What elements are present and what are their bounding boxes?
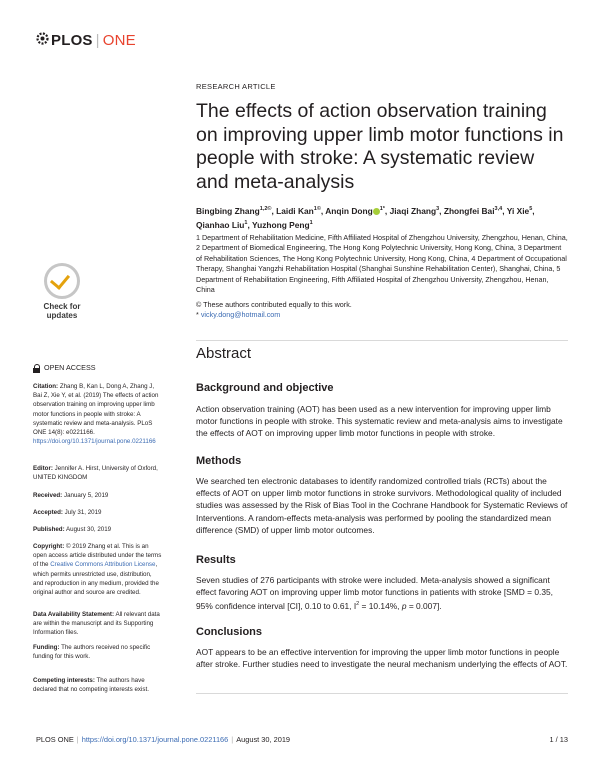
orcid-icon[interactable]: [373, 208, 380, 215]
funding: Funding: The authors received no specific funding for this work.: [33, 644, 151, 661]
methods-paragraph: We searched ten electronic databases to identify randomized controlled trials (RCTs) about the effects of AOT on upper limb motor functions in stroke survivors. Methodological quality of included studies was assessed by the Risk of Bias Tool in the Cochrane Handbook for Systematic Reviews of Interventions. A random-effects meta-analysis was performed by pooling the standardized mean difference (SMD) of upper limb motor outcomes.: [196, 476, 568, 535]
logo-plos: PLOS: [51, 32, 93, 49]
citation-doi-link[interactable]: https://doi.org/10.1371/journal.pone.0221166: [33, 438, 156, 446]
background-heading: Background and objective: [196, 382, 334, 394]
results-heading: Results: [196, 554, 236, 566]
received-date: Received: January 5, 2019: [33, 492, 109, 499]
footer-journal: PLOS ONE: [36, 735, 74, 744]
footer-date: August 30, 2019: [236, 735, 291, 744]
conclusions-heading: Conclusions: [196, 626, 263, 638]
check-icon: [44, 263, 80, 299]
footer-doi-link[interactable]: https://doi.org/10.1371/journal.pone.0221166: [81, 735, 229, 744]
license-link[interactable]: Creative Commons Attribution License: [50, 561, 156, 569]
abstract-heading: Abstract: [196, 345, 252, 362]
copyright: Copyright: © 2019 Zhang et al. This is an open access article distributed under the terms of the Creative Commons Attribution License, which permits unrestricted use, distribution, and reproduction in any medium, provided the original author and source are credited.: [33, 543, 162, 597]
equal-contribution-note: © These authors contributed equally to this work.: [196, 300, 352, 309]
page-number: 1 / 13: [549, 735, 568, 744]
results-paragraph: Seven studies of 276 participants with stroke were included. Meta-analysis showed a significant effect favoring AOT on improving upper limb motor functions in patients with stroke [SMD = 0.35, 95% confidence interval [CI], 0.10 to 0.61, $I^2 = 10.14\%$, p = 0.007].: [196, 575, 553, 612]
divider: [196, 340, 568, 341]
plos-logo-mark: [36, 32, 49, 49]
logo-one: ONE: [102, 32, 136, 49]
citation: Citation: Zhang B, Kan L, Dong A, Zhang J, Bai Z, Xie Y, et al. (2019) The effects of action observation training on improving upper limb motor functions in people with stroke: A systematic review and meta-analysis. PLoS ONE 14(8): e0221166. https://doi.org/10.1371/journal.pone.0221166: [33, 383, 159, 446]
open-access-badge: OPEN ACCESS: [33, 363, 96, 372]
background-paragraph: Action observation training (AOT) has been used as a new intervention for improving upper limb motor functions in people with stroke. This systematic review and meta-analysis aims to investigate the effects of AOT on improving upper limb motor functions in people with stroke.: [196, 404, 563, 439]
data-availability: Data Availability Statement: All relevant data are within the manuscript and its Supporting Information files.: [33, 611, 160, 637]
corresponding-email-link[interactable]: vicky.dong@hotmail.com: [200, 310, 281, 320]
methods-heading: Methods: [196, 455, 242, 467]
page-footer: PLOS ONE | https://doi.org/10.1371/journal.pone.0221166 | August 30, 2019 1 / 13: [36, 735, 568, 744]
article-type: RESEARCH ARTICLE: [196, 82, 276, 91]
check-for-updates-badge[interactable]: Check for updates: [36, 263, 88, 321]
affiliations: 1 Department of Rehabilitation Medicine, Fifth Affiliated Hospital of Zhengzhou University, Zhengzhou, Henan, China, 2 Department of Biomedical Engineering, The Hong Kong Polytechnic University, Hong Kong, China, 3 Department of Rehabilitation Sciences, The Hong Kong Polytechnic University, Hong Kong, China, 4 Department of Occupational Therapy, Shanghai Yangzhi Rehabilitation Hospital (Shanghai Sunshine Rehabilitation Center), Shanghai, China, 5 Department of Rehabilitation Engineering, Fifth Affiliated Hospital of Zhengzhou University, Zhengzhou, Henan, China: [196, 233, 568, 295]
conclusions-paragraph: AOT appears to be an effective intervention for improving the upper limb motor functions in people after stroke. Further studies need to investigate the neural mechanism underlying the effects of AOT.: [196, 647, 568, 670]
divider: [196, 693, 568, 694]
author-notes: © These authors contributed equally to this work. * vicky.dong@hotmail.com: [196, 300, 568, 321]
article-title: The effects of action observation training on improving upper limb motor functions in people with stroke: A systematic review and meta-analysis: [196, 100, 564, 193]
journal-logo: PLOS | ONE: [36, 32, 136, 49]
accepted-date: Accepted: July 31, 2019: [33, 509, 102, 516]
published-date: Published: August 30, 2019: [33, 526, 112, 533]
open-lock-icon: [33, 364, 40, 372]
author-list: Bingbing Zhang$^{1,2©}$, Laidi Kan$^{1©}$, Anqin Dong $^{1*}$, Jiaqi Zhang$^3$, Zhongfei Bai$^{3,4}$, Yi Xie$^5$, Qianhao Liu$^1$, Yuzhong Peng$^1$: [196, 205, 535, 230]
competing-interests: Competing interests: The authors have declared that no competing interests exist.: [33, 677, 149, 694]
editor: Editor: Jennifer A. Hirst, University of Oxford, UNITED KINGDOM: [33, 465, 158, 482]
